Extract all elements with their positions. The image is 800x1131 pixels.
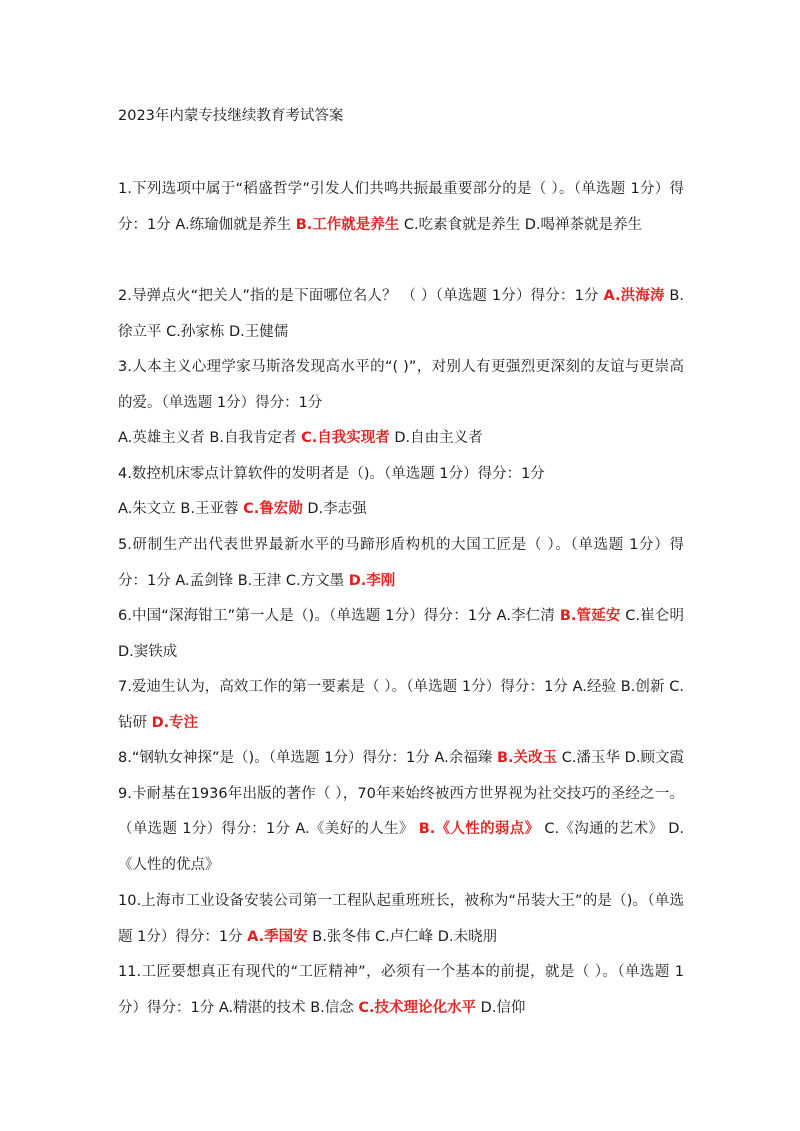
correct-answer: B.关改玉: [496, 750, 558, 766]
correct-answer: C.自我实现者: [301, 430, 390, 446]
remaining-options: C.吃素食就是养生 D.喝禅茶就是养生: [399, 216, 643, 233]
correct-answer: D.专注: [151, 714, 199, 731]
question-text: 10.上海市工业设备安装公司第一工程队起重班班长，被称为“吊装大王”的是（)。（单选题 1分）得分：1分: [118, 893, 684, 945]
remaining-options: B.徐立平 C.孙家栋 D.王健儒: [118, 288, 684, 340]
remaining-options: D.自由主义者: [389, 430, 483, 446]
question-text: 5.研制生产出代表世界最新水平的马蹄形盾构机的大国工匠是（ ）。（单选题 1分）得分：1分 A.孟剑锋 B.王津 C.方文墨: [118, 537, 684, 589]
remaining-options: D.李志强: [302, 501, 367, 517]
options-text: A.英雄主义者 B.自我肯定者: [118, 430, 302, 446]
correct-answer-2: B.《人性的弱点》: [418, 821, 540, 838]
remaining-options: C.潘玉华 D.顾文霞 9.卡耐基在1936年出版的著作（ ），70年来始终被西方世界视为社交技巧的圣经之一。（单选题 1分）得分：1分 A.《美好的人生》: [118, 750, 699, 838]
question-8-9: [118, 741, 699, 883]
question-text: 2.导弹点火“把关人”指的是下面哪位名人？ （ ）（单选题 1分）得分：1分: [118, 288, 604, 304]
correct-answer: D.李刚: [348, 572, 396, 589]
correct-answer: B.管延安: [559, 608, 621, 624]
question-text: 6.中国“深海钳工”第一人是（)。（单选题 1分）得分：1分 A.李仁清: [118, 608, 560, 624]
question-1: [118, 172, 684, 243]
remaining-options: D.信仰: [476, 999, 526, 1016]
question-text: 1.下列选项中属于“稻盛哲学”引发人们共鸣共振最重要部分的是（ ）。（单选题 1分）得分：1分 A.练瑜伽就是养生: [118, 181, 684, 233]
options-text: A.朱文立 B.王亚蓉: [118, 501, 244, 517]
question-5: [118, 528, 684, 599]
question-7: [118, 670, 684, 741]
question-text: 8.“钢轨女神探”是（)。（单选题 1分）得分：1分 A.余福臻: [118, 750, 497, 766]
question-4: [118, 457, 684, 493]
question-3: [118, 350, 684, 421]
remaining-options: C.崔仑明 D.窦铁成: [118, 608, 685, 660]
question-text: 3.人本主义心理学家马斯洛发现高水平的“( )”，对别人有更强烈更深刻的友谊与更崇高的爱。（单选题 1分）得分：1分: [118, 359, 684, 411]
question-2: [118, 279, 684, 350]
question-10: [118, 884, 684, 955]
question-3-options: [118, 421, 684, 457]
remaining-options-2: C.《沟通的艺术》 D.《人性的优点》: [118, 821, 684, 873]
remaining-options: B.张冬伟 C.卢仁峰 D.未晓朋: [307, 928, 498, 945]
correct-answer: C.鲁宏勋: [243, 501, 303, 517]
question-text: 11.工匠要想真正有现代的“工匠精神”，必须有一个基本的前提，就是（ ）。（单选题 1分）得分：1分 A.精湛的技术 B.信念: [118, 964, 684, 1016]
question-text: 4.数控机床零点计算软件的发明者是（)。（单选题 1分）得分：1分: [118, 466, 545, 482]
correct-answer: C.技术理论化水平: [358, 999, 477, 1016]
document-title: 2023年内蒙专技继续教育考试答案: [118, 108, 344, 124]
question-11: [118, 955, 684, 1026]
correct-answer: B.工作就是养生: [295, 216, 400, 233]
question-6: [118, 599, 684, 670]
question-4-options: [118, 492, 684, 528]
correct-answer: A.洪海涛: [603, 288, 665, 304]
correct-answer: A.季国安: [247, 928, 308, 945]
question-text: 7.爱迪生认为，高效工作的第一要素是（ ）。（单选题 1分）得分：1分 A.经验 B.创新 C.钻研: [118, 679, 684, 731]
